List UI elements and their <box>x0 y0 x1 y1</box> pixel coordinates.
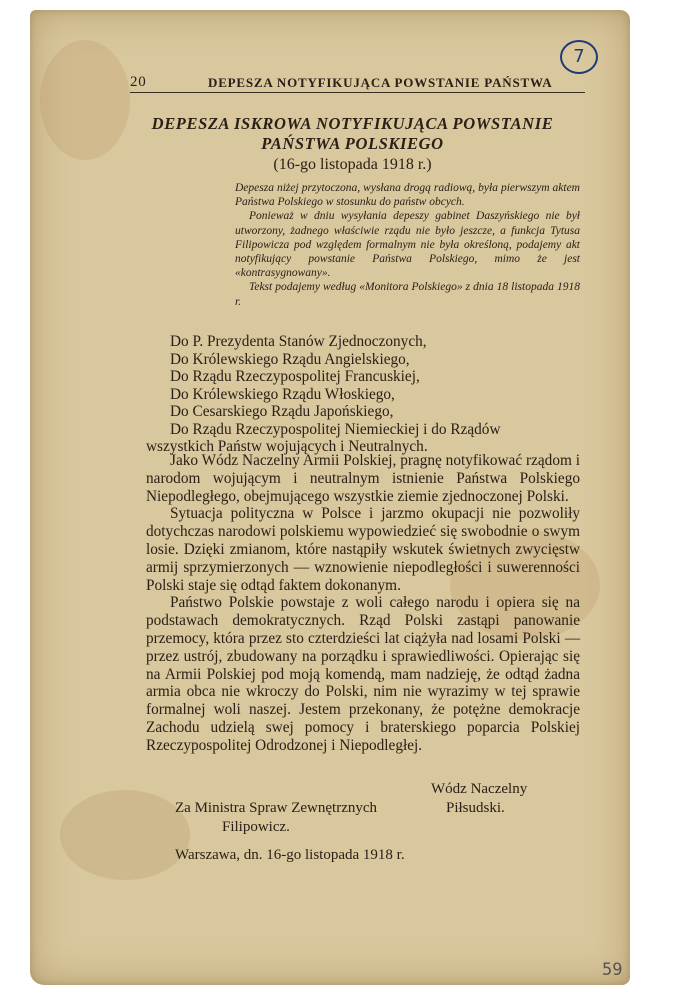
paper-stain <box>60 790 190 880</box>
intro-paragraph: Ponieważ w dniu wysyłania depeszy gabinet Daszyńskiego nie był utworzony, żadnego właściwie rządu nie było jeszcze, a funkcja Tytusa Filipowicza pod względem formalnym nie była określoną, podajemy akt notyfikujący powstanie Państwa Polskiego, mimo że jest «kontrasygnowany». <box>235 210 580 280</box>
countersign-name: Filipowicz. <box>222 819 290 835</box>
addressee-line: wszystkich Państw wojujących i Neutralnych. <box>146 438 428 455</box>
intro-note <box>235 181 580 309</box>
addressee-line: Do Królewskiego Rządu Angielskiego, <box>170 350 410 368</box>
body-paragraph: Sytuacja polityczna w Polsce i jarzmo okupacji nie pozwoliły dotychczas narodowi polskiemu wypowiedzieć się swobodnie o swym losie. Dzięki zmianom, które nastąpiły wskutek świetnych zwycięstw armij sprzymierzonych — wznowienie niepodległości i suwerenności Polski staje się odtąd faktem dokonanym. <box>146 505 580 594</box>
place-date: Warszawa, dn. 16-go listopada 1918 r. <box>175 847 405 863</box>
addressee-line: Do P. Prezydenta Stanów Zjednoczonych, <box>170 333 427 350</box>
body-paragraph: Jako Wódz Naczelny Armii Polskiej, pragnę notyfikować rządom i narodom wojującym i neutralnym istnienie Państwa Polskiego Niepodległego, obejmującego wszystkie ziemie zjednoczonej Polski. <box>146 452 580 505</box>
countersign-title: Za Ministra Spraw Zewnętrznych <box>175 800 378 816</box>
intro-paragraph: Tekst podajemy według «Monitora Polskiego» z dnia 18 listopada 1918 r. <box>235 281 580 308</box>
signature-title: Wódz Naczelny <box>431 781 528 797</box>
handwritten-page-number: 59 <box>602 960 623 980</box>
page-number: 20 <box>130 74 147 90</box>
running-title: DEPESZA NOTYFIKUJĄCA POWSTANIE PAŃSTWA <box>208 75 553 90</box>
paper-stain <box>40 40 130 160</box>
circled-annotation <box>560 40 598 74</box>
addressee-line: Do Cesarskiego Rządu Japońskiego, <box>170 403 394 420</box>
document-title-line2: PAŃSTWA POLSKIEGO <box>261 134 444 153</box>
document-date-line: (16-go listopada 1918 r.) <box>273 156 432 173</box>
circled-annotation-number: 7 <box>573 46 585 67</box>
body-text <box>146 452 580 755</box>
document-title-line1: DEPESZA ISKROWA NOTYFIKUJĄCA POWSTANIE <box>151 114 554 133</box>
page-header <box>130 74 585 93</box>
body-paragraph: Państwo Polskie powstaje z woli całego narodu i opiera się na podstawach demokratycznych. Rząd Polski zastąpi panowanie przemocy, która przez sto czterdzieści lat ciążyła nad losami Polski — przez ustrój, zbudowany na porządku i sprawiedliwości. Opierając się na Armii Polskiej pod moją komendą, mam nadzieję, że odtąd żadna armia obca nie wkroczy do Polski, nim nie wyrazimy w tej sprawie formalnej woli naszej. Jestem przekonany, że potężne demokracje Zachodu udzielą swej pomocy i braterskiego poparcia Polskiej Rzeczypospolitej Odrodzonej i Niepodległej. <box>146 594 580 754</box>
addressee-list <box>146 333 580 456</box>
addressee-line: Do Królewskiego Rządu Włoskiego, <box>170 385 395 403</box>
intro-paragraph: Depesza niżej przytoczona, wysłana drogą radiową, była pierwszym aktem Państwa Polskiego w stosunku do państw obcych. <box>235 182 580 209</box>
addressee-line: Do Rządu Rzeczypospolitej Francuskiej, <box>170 368 420 385</box>
signature-name: Piłsudski. <box>446 800 505 816</box>
addressee-line: Do Rządu Rzeczypospolitej Niemieckiej i do Rządów <box>170 420 501 438</box>
